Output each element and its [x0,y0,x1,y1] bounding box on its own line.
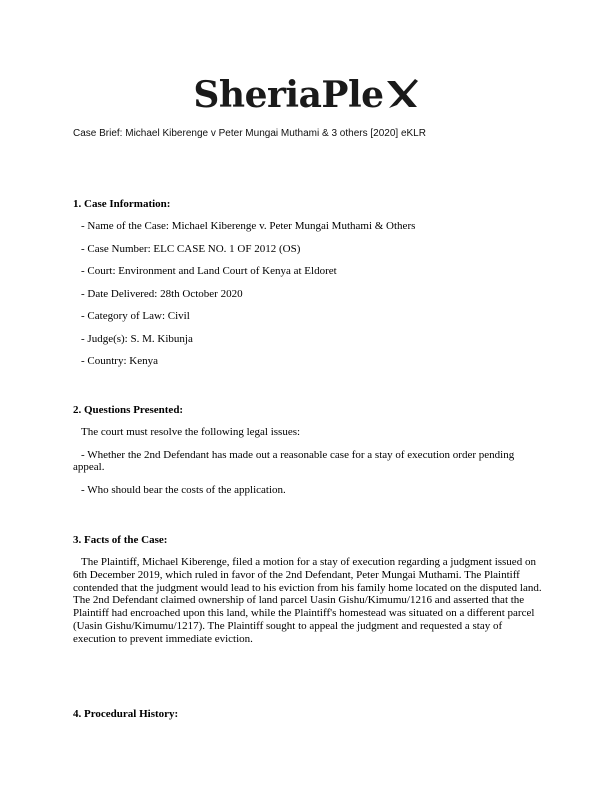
facts-paragraph: The Plaintiff, Michael Kiberenge, filed a motion for a stay of execution regarding a judgment issued on 6th December 2019, which ruled in favor of the 2nd Defendant, Peter Mungai Muthami. The Plaintiff contended that the judgment would lead to his eviction from his family home located on the disputed land. The 2nd Defendant claimed ownership of land parcel Uasin Gishu/Kimumu/1216 and asserted that the Plaintiff had encroached upon this land, while the Plaintiff's homestead was situated on a different parcel (Uasin Gishu/Kimumu/1217). The Plaintiff sought to appeal the judgment and requested a stay of execution to prevent immediate eviction. [73,556,542,645]
case-information-section [73,198,543,378]
judges-item: - Judge(s): S. M. Kibunja [81,332,193,345]
procedural-history-heading: 4. Procedural History: [73,708,179,720]
sheriaplex-logo [0,74,612,116]
date-delivered-item: - Date Delivered: 28th October 2020 [81,287,243,300]
questions-presented-heading: 2. Questions Presented: [73,404,184,416]
facts-heading: 3. Facts of the Case: [73,534,168,546]
court-item: - Court: Environment and Land Court of Kenya at Eldoret [81,265,337,277]
facts-section [73,534,543,646]
questions-presented-section [73,404,543,506]
country-item: - Country: Kenya [81,355,158,367]
case-number-item: - Case Number: ELC CASE NO. 1 OF 2012 (OS) [81,242,301,255]
x-mark-icon [385,77,419,111]
case-name-item: - Name of the Case: Michael Kiberenge v. Peter Mungai Muthami & Others [81,220,416,232]
case-brief-title: Case Brief: Michael Kiberenge v Peter Mungai Muthami & 3 others [2020] eKLR [73,128,426,139]
question-item: - Who should bear the costs of the application. [81,483,286,496]
logo-wordmark: SheriaPle [193,74,384,116]
question-item: - Whether the 2nd Defendant has made out a reasonable case for a stay of execution order pending appeal. [73,448,515,473]
questions-intro: The court must resolve the following legal issues: [81,426,301,438]
case-information-heading: 1. Case Information: [73,198,171,210]
procedural-history-section [73,708,543,730]
category-item: - Category of Law: Civil [81,310,190,322]
